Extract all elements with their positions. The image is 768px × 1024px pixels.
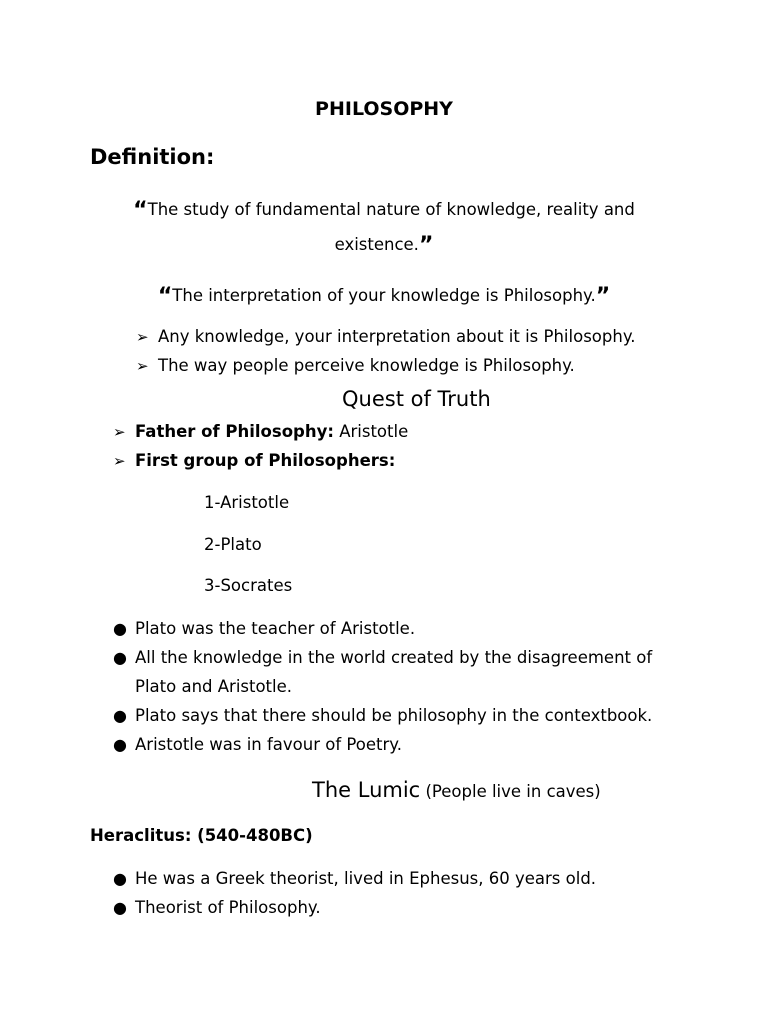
definition-point-1: ➢ Any knowledge, your interpretation about it is Philosophy.: [136, 327, 636, 346]
definition-heading: Definition:: [90, 145, 215, 169]
bullet-icon: ●: [113, 706, 127, 725]
list-item: ● He was a Greek theorist, lived in Ephesus, 60 years old.: [113, 869, 597, 888]
bullet-icon: ●: [113, 648, 127, 667]
quote-2: [0, 282, 768, 307]
bullet-icon: ●: [113, 898, 127, 917]
bullet-icon: ●: [113, 735, 127, 754]
list-item: ● Theorist of Philosophy.: [113, 898, 321, 917]
quest-point-group: [113, 451, 395, 470]
quest-heading: Quest of Truth: [342, 387, 491, 411]
page-title: PHILOSOPHY: [315, 98, 453, 120]
lumic-note: (People live in caves): [420, 782, 601, 801]
philosopher-2: 2-Plato: [204, 535, 262, 554]
close-quote-mark: ”: [418, 233, 434, 258]
list-item: ● Plato says that there should be philosophy in the contextbook.: [113, 706, 653, 725]
quote-1-line-1: [0, 196, 768, 221]
quote-1-line-2: [0, 231, 768, 256]
arrow-bullet-icon: ➢: [113, 452, 126, 470]
definition-point-2: ➢ The way people perceive knowledge is Philosophy.: [136, 356, 575, 375]
group-label: First group of Philosophers:: [135, 451, 396, 470]
quote-1-text-1: The study of fundamental nature of knowledge, reality and: [147, 200, 635, 219]
open-quote-mark: “: [157, 284, 173, 309]
father-label: Father of Philosophy:: [135, 422, 334, 441]
father-value: Aristotle: [333, 422, 409, 441]
lumic-title: The Lumic: [312, 778, 421, 802]
list-item: ● Aristotle was in favour of Poetry.: [113, 735, 402, 754]
open-quote-mark: “: [133, 198, 148, 223]
philosopher-3: 3-Socrates: [204, 576, 293, 595]
lumic-heading: [312, 778, 601, 802]
quote-2-text: The interpretation of your knowledge is Philosophy.: [172, 286, 596, 305]
close-quote-mark: ”: [595, 284, 611, 309]
list-item: ● All the knowledge in the world created by the disagreement of: [113, 648, 653, 667]
quote-1-text-2: existence.: [334, 235, 419, 254]
heraclitus-heading: Heraclitus: (540-480BC): [90, 826, 313, 845]
philosopher-1: 1-Aristotle: [204, 493, 290, 512]
arrow-bullet-icon: ➢: [113, 423, 126, 441]
arrow-bullet-icon: ➢: [136, 328, 149, 346]
quest-point-father: [113, 422, 408, 441]
bullet-icon: ●: [113, 869, 127, 888]
arrow-bullet-icon: ➢: [136, 357, 149, 375]
list-item: ● Plato was the teacher of Aristotle.: [113, 619, 416, 638]
bullet-icon: ●: [113, 619, 127, 638]
list-item-continuation: Plato and Aristotle.: [135, 677, 293, 696]
